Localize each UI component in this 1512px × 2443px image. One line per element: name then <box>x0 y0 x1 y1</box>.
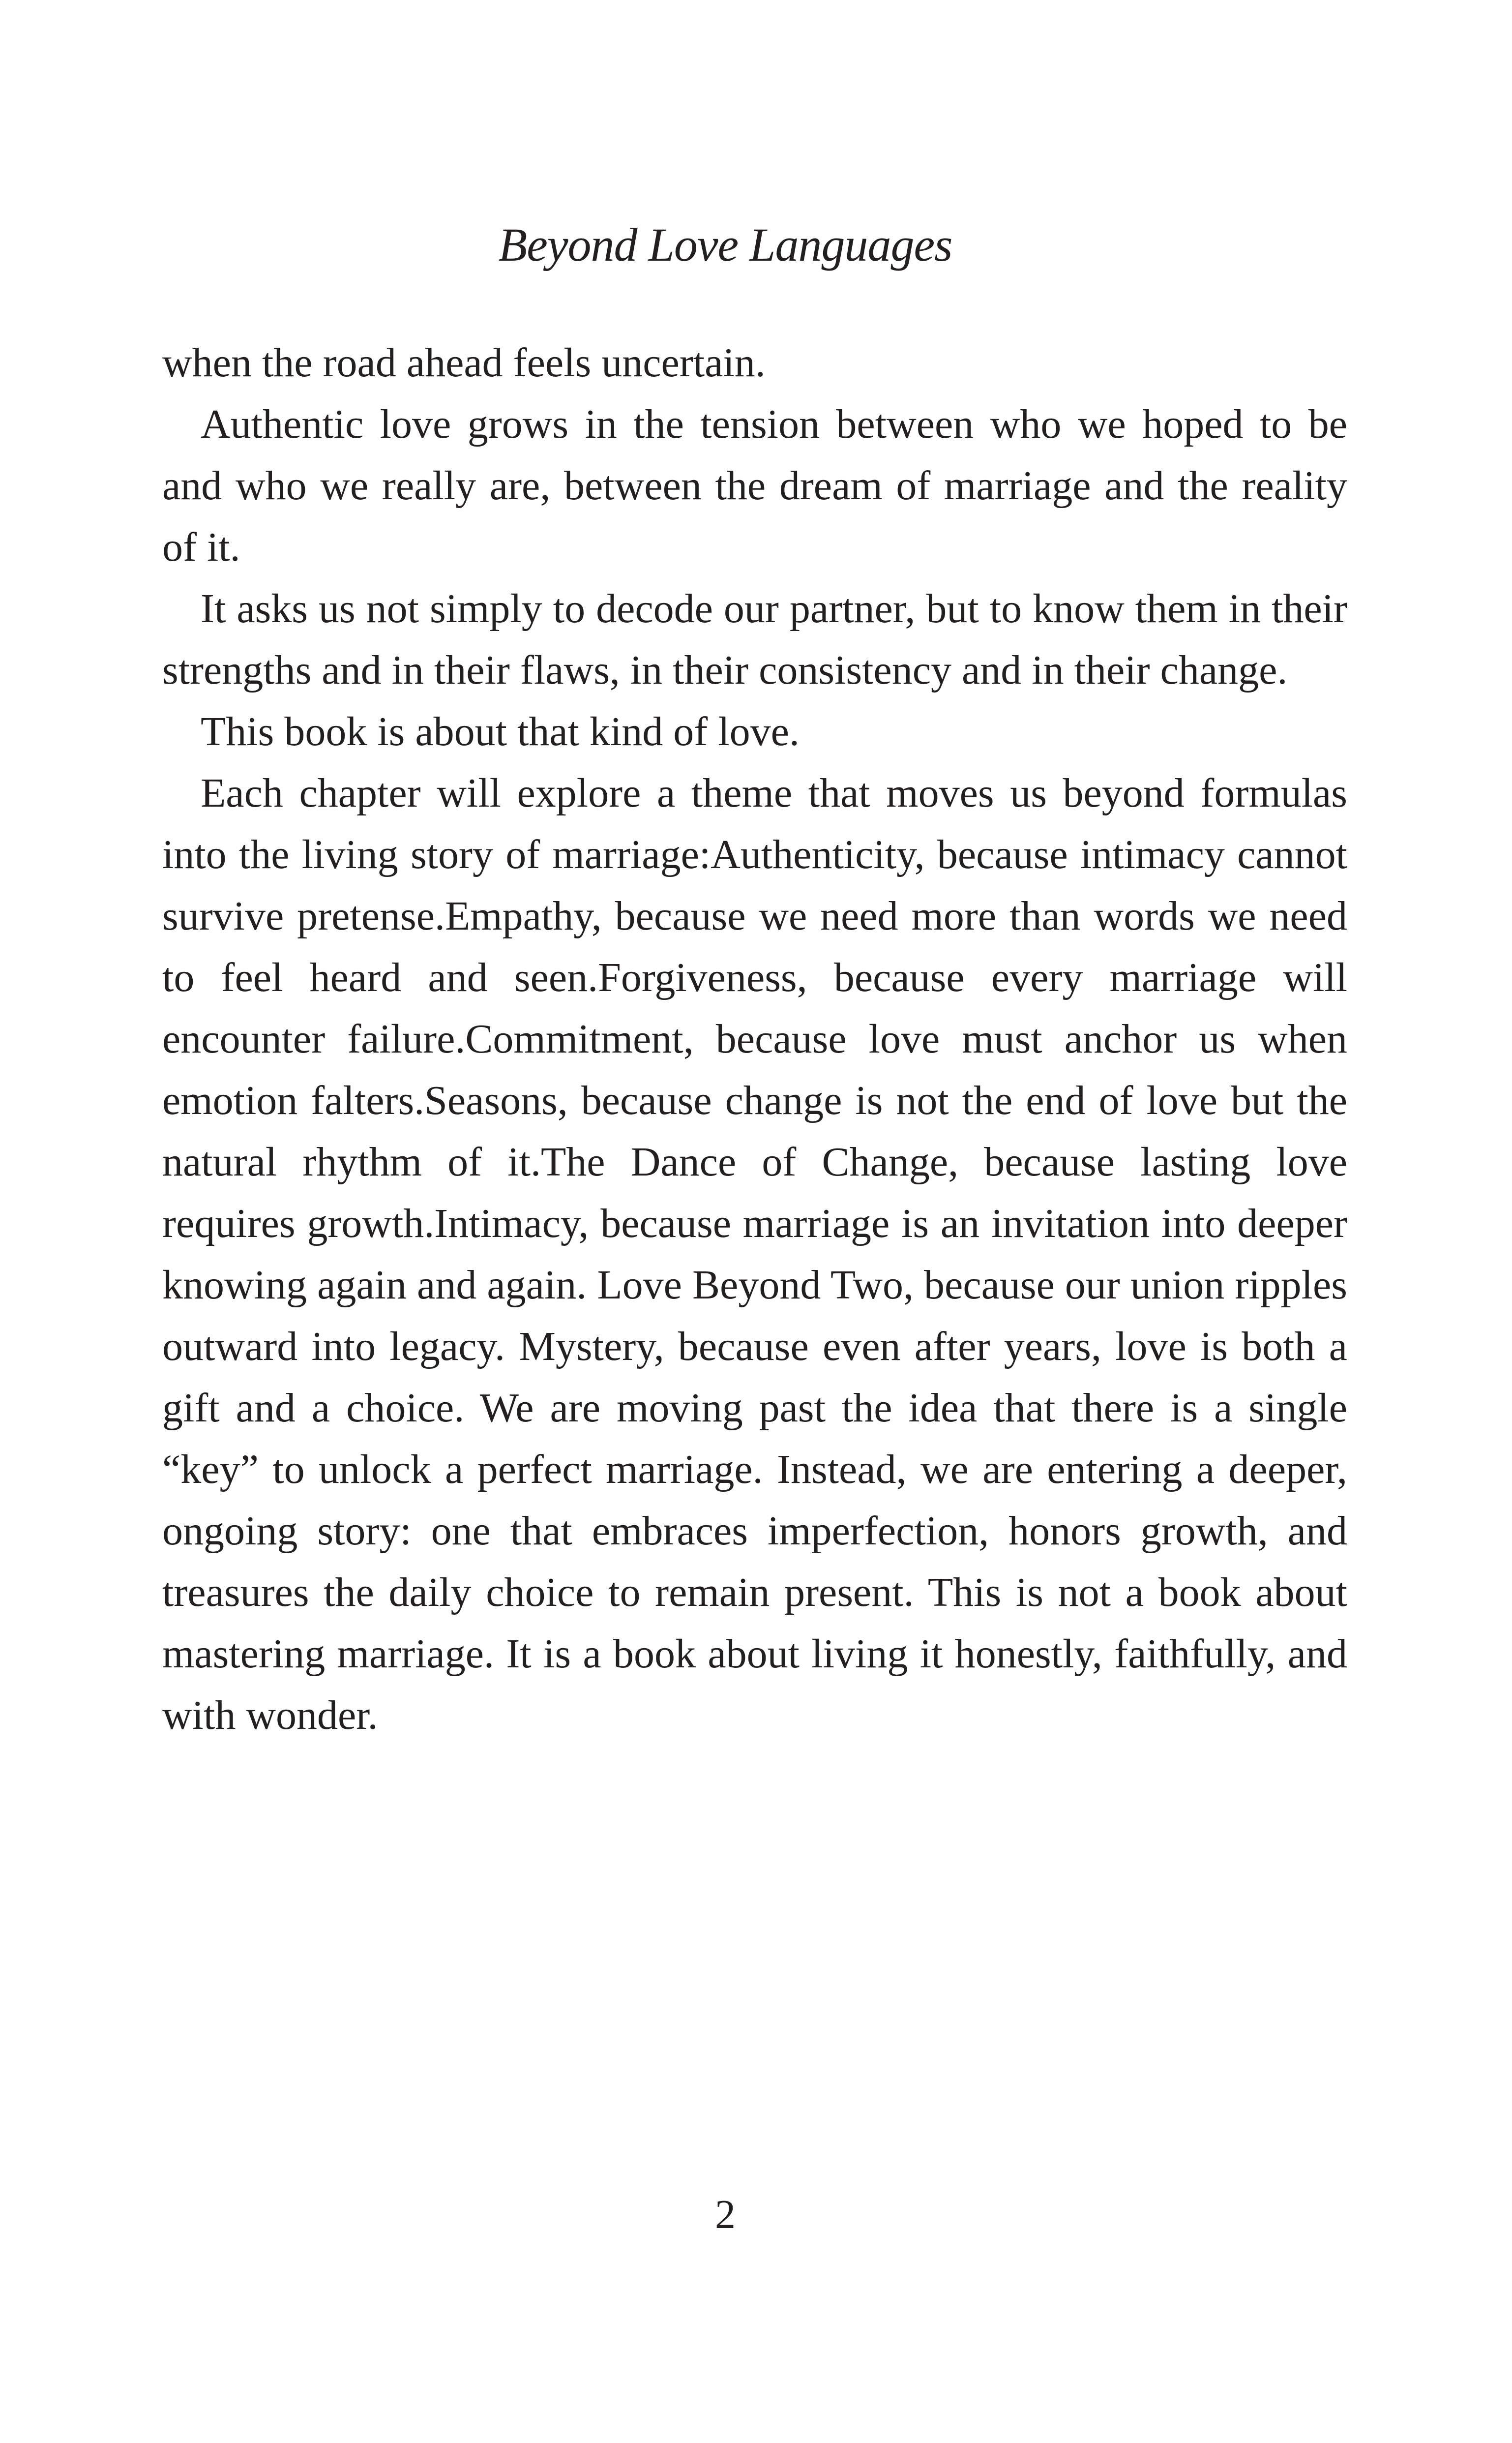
paragraph: Each chapter will explore a theme that moves us beyond formulas into the living story of marriage:Authenticity, because intimacy cannot survive pretense.Empathy, because we need more than words we need to feel heard and seen.Forgiveness, because every marriage will encounter failure.Commitment, because love must anchor us when emotion falters.Seasons, because change is not the end of love but the natural rhythm of it.The Dance of Change, because lasting love requires growth.Intimacy, because marriage is an invitation into deeper knowing again and again. Love Beyond Two, because our union ripples outward into legacy. Mystery, because even after years, love is both a gift and a choice. We are moving past the idea that there is a single “key” to unlock a perfect marriage. Instead, we are entering a deeper, ongoing story: one that embraces imperfection, honors growth, and treasures the daily choice to remain present. This is not a book about mastering marriage. It is a book about living it honestly, faithfully, and with wonder. <box>162 770 1347 1738</box>
page-number: 2 <box>715 2192 736 2237</box>
running-header: Beyond Love Languages <box>498 218 952 271</box>
paragraph: Authentic love grows in the tension between who we hoped to be and who we really are, between the dream of marriage and the reality of it. <box>162 401 1347 570</box>
paragraph-continuation: when the road ahead feels uncertain. <box>162 340 766 386</box>
body-text <box>162 332 1347 1746</box>
paragraph: This book is about that kind of love. <box>201 709 800 754</box>
paragraph: It asks us not simply to decode our partner, but to know them in their strengths and in their flaws, in their consistency and in their change. <box>162 586 1347 693</box>
